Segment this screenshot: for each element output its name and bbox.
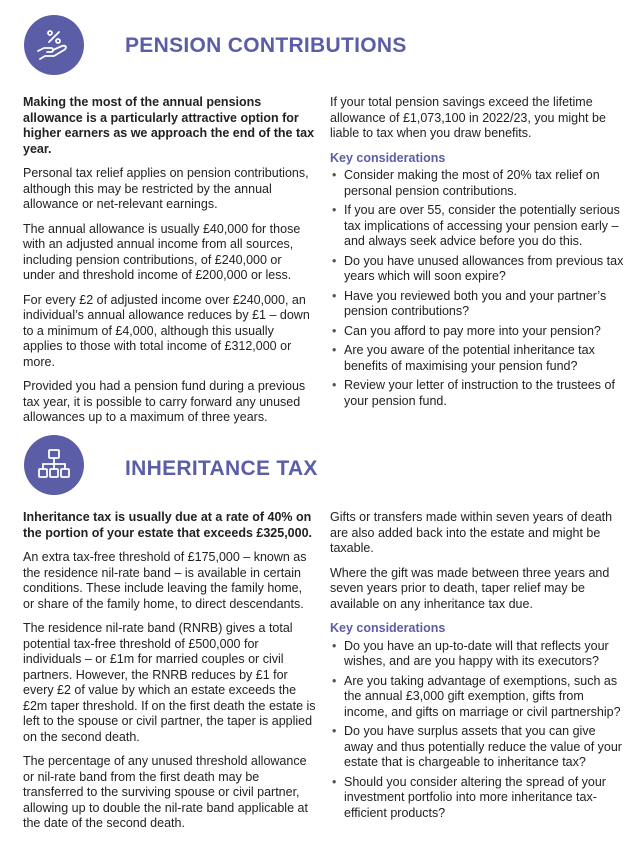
left-column (23, 510, 316, 841)
pension-header (0, 0, 641, 95)
hierarchy-chart-icon (24, 435, 84, 495)
list-item: • Consider making the most of 20% tax relief on personal pension contributions. (330, 168, 625, 199)
left-column (23, 95, 316, 435)
inheritance-header (0, 427, 641, 522)
paragraph: The residence nil-rate band (RNRB) gives a total potential tax-free threshold of £500,000 for individuals – or £1m for married couples or civil partners. However, the RNRB reduces by £1 for every £2 of value by which an estate exceeds the £2m taper threshold. If on the first death the estate is left to the spouse or civil partner, the taper is applied on the second death. (23, 621, 316, 744)
list-item: • Do you have unused allowances from previous tax years which will soon expire? (330, 254, 625, 285)
key-considerations-heading: Key considerations (330, 150, 446, 165)
paragraph: For every £2 of adjusted income over £240,000, an individual’s annual allowance reduces by £1 – down to a minimum of £4,000, although this usually applies to those with total income of £312,000 or more. (23, 292, 310, 369)
paragraph: Personal tax relief applies on pension contributions, although this may be restricted by the annual allowance or net-relevant earnings. (23, 166, 309, 211)
right-column (330, 95, 625, 413)
section-title: PENSION CONTRIBUTIONS (125, 34, 407, 57)
list-item: • Can you afford to pay more into your pension? (330, 324, 625, 340)
hand-percent-icon (24, 15, 84, 75)
considerations-list (330, 168, 625, 409)
paragraph: The annual allowance is usually £40,000 for those with an adjusted annual income from all sources, including pension contributions, of £240,000 or under and threshold income of £200,000 or less. (23, 221, 301, 282)
paragraph: Where the gift was made between three years and seven years prior to death, taper relief may be available on any inheritance tax due. (330, 565, 610, 611)
list-item: • Are you taking advantage of exemptions, such as the annual £3,000 gift exemption, gifts from income, and gifts on marriage or civil partnership? (330, 674, 625, 721)
paragraph: The percentage of any unused threshold allowance or nil-rate band from the first death may be transferred to the surviving spouse or civil partner, allowing up to double the nil-rate band applicable at the date of the second death. (23, 754, 308, 830)
list-item: • Review your letter of instruction to the trustees of your pension fund. (330, 378, 625, 409)
paragraph: An extra tax-free threshold of £175,000 – known as the residence nil-rate band – is available in certain conditions. These include leaving the family home, or share of the family home, to direct descendants. (23, 550, 307, 611)
right-column (330, 510, 625, 825)
pension-section (0, 0, 641, 424)
paragraph: If your total pension savings exceed the lifetime allowance of £1,073,100 in 2022/23, you might be liable to tax when you draw benefits. (330, 95, 606, 140)
section-title: INHERITANCE TAX (125, 457, 318, 480)
list-item: • If you are over 55, consider the potentially serious tax implications of accessing your pension early – and always seek advice before you do this. (330, 203, 625, 250)
list-item: • Are you aware of the potential inheritance tax benefits of maximising your pension fund? (330, 343, 625, 374)
paragraph: Gifts or transfers made within seven years of death are also added back into the estate and might be taxable. (330, 510, 613, 555)
list-item: • Do you have surplus assets that you can give away and thus potentially reduce the value of your estate that is chargeable to inheritance tax? (330, 724, 625, 771)
list-item: • Have you reviewed both you and your partner’s pension contributions? (330, 289, 625, 320)
key-considerations-heading: Key considerations (330, 621, 446, 635)
paragraph: Provided you had a pension fund during a previous tax year, it is possible to carry forward any unused allowances up to a maximum of three years. (23, 379, 306, 424)
list-item: • Should you consider altering the spread of your investment portfolio into more inheritance tax-efficient products? (330, 775, 625, 822)
considerations-list (330, 639, 625, 822)
list-item: • Do you have an up-to-date will that reflects your wishes, and are you happy with its executors? (330, 639, 625, 670)
inheritance-section (0, 427, 641, 830)
lead-paragraph: Making the most of the annual pensions allowance is a particularly attractive option for higher earners as we approach the end of the tax year. (23, 95, 315, 156)
lead-paragraph: Inheritance tax is usually due at a rate of 40% on the portion of your estate that exceeds £325,000. (23, 510, 312, 540)
